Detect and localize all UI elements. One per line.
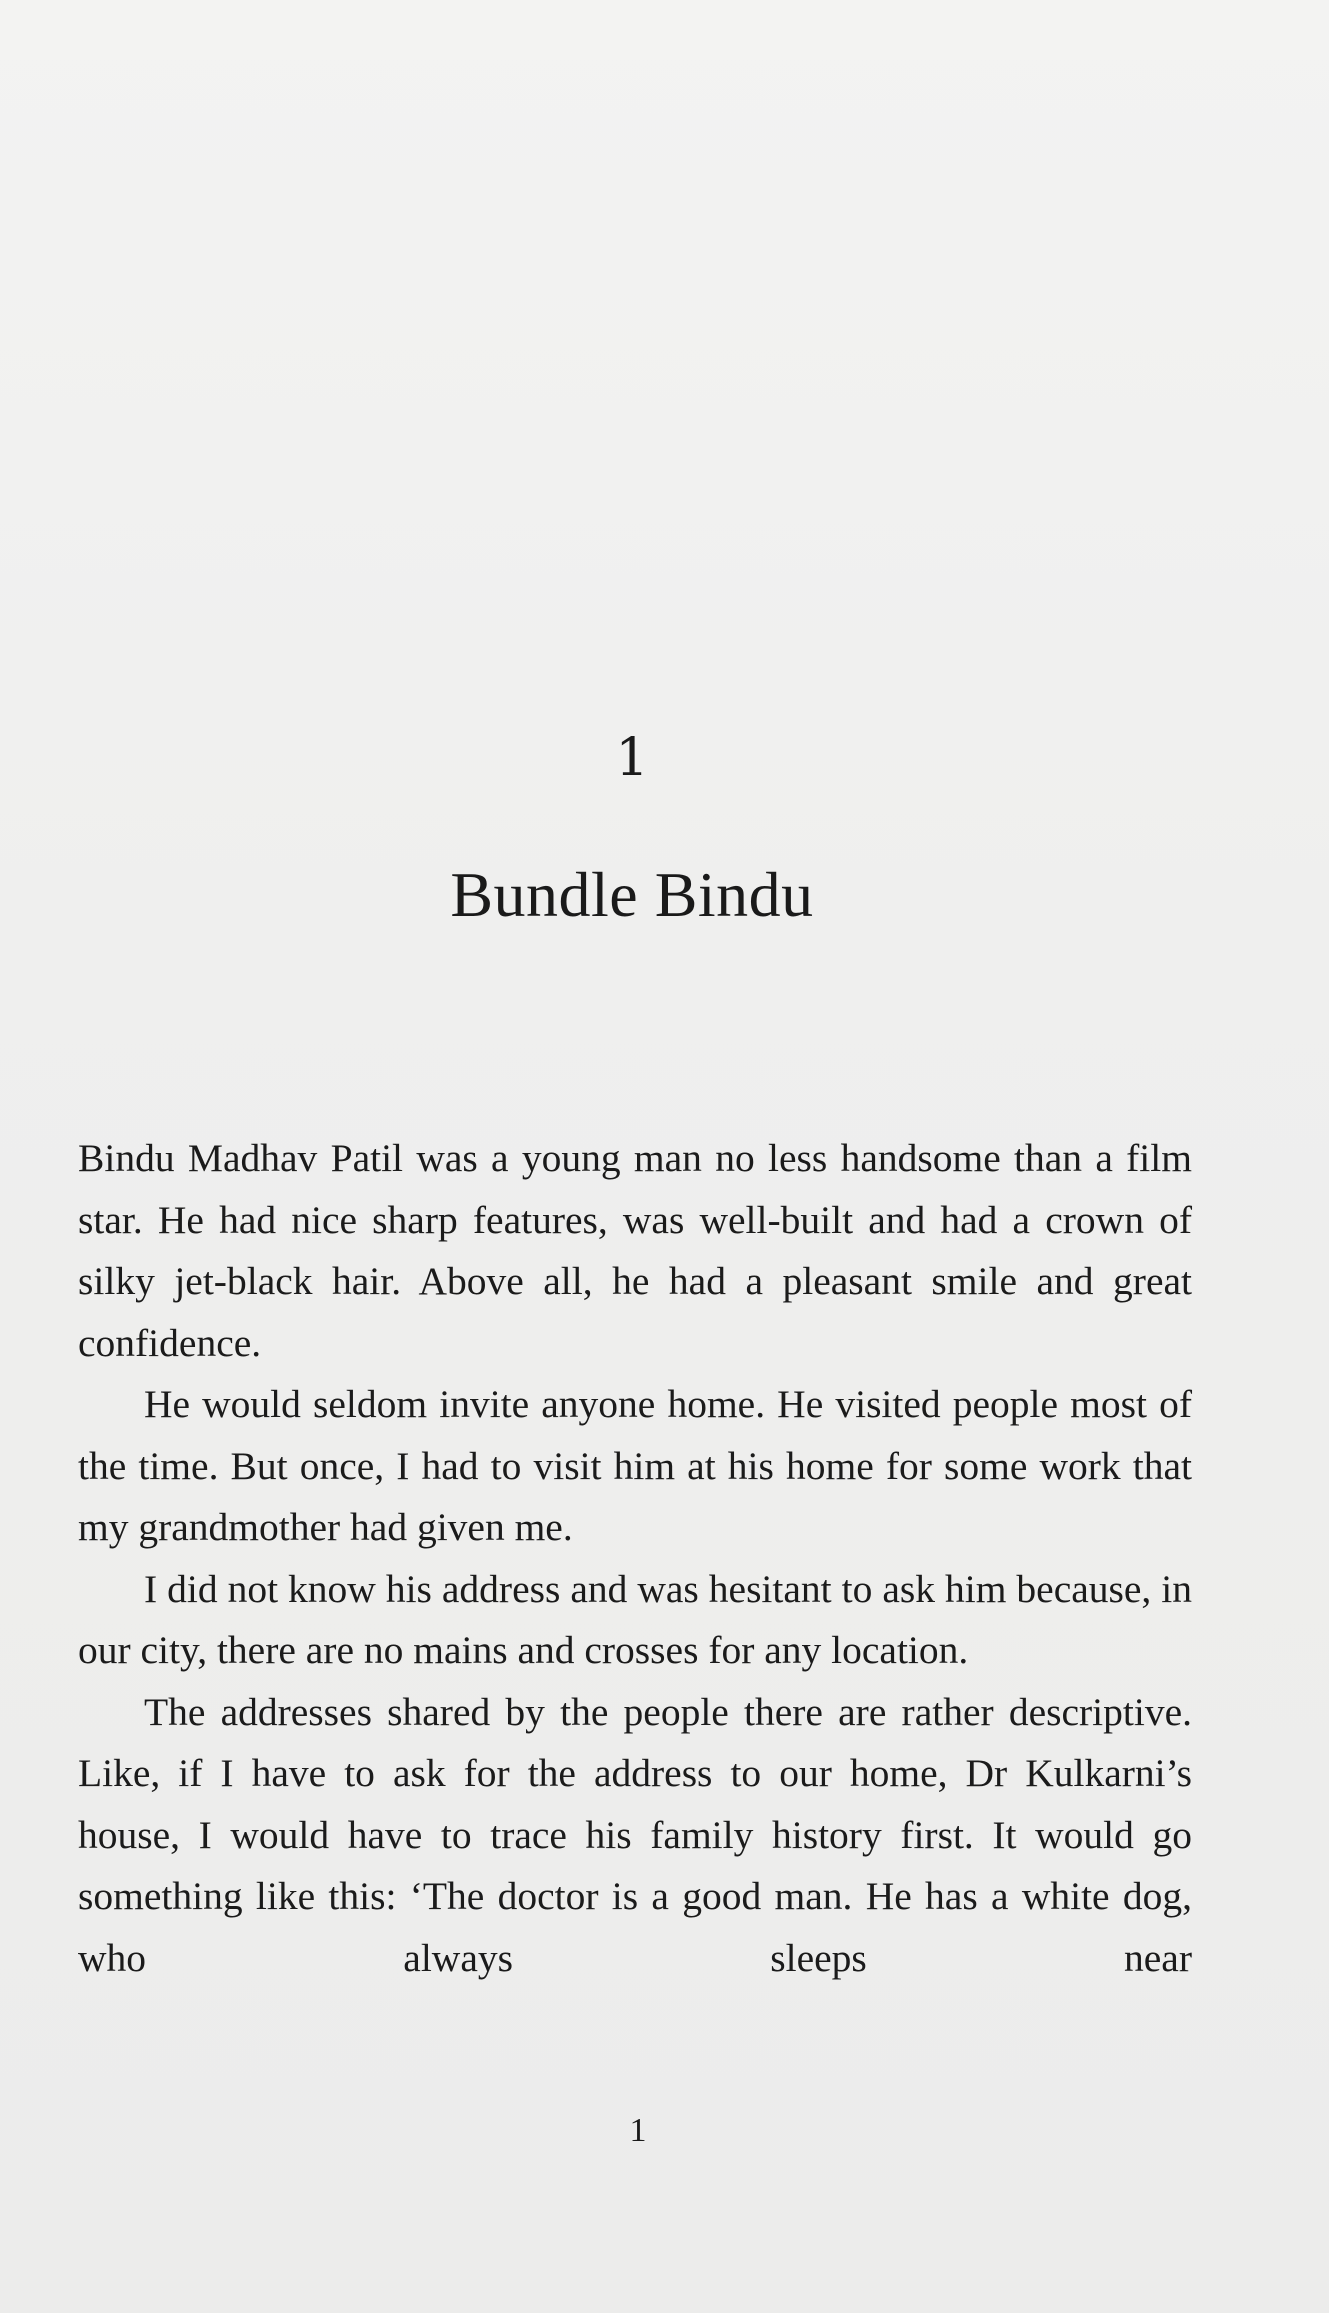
chapter-number: 1 — [615, 728, 649, 788]
paragraph-1: Bindu Madhav Patil was a young man no less handsome than a film star. He had nice sharp features, was well-built and had a crown of silky jet-black hair. Above all, he had a pleasant smile and great confidence. — [78, 1136, 1192, 1365]
paragraph-3: I did not know his address and was hesitant to ask him because, in our city, there are no mains and crosses for any location. — [78, 1566, 1192, 1672]
page-number: 1 — [629, 2112, 647, 2149]
paragraph-4: The addresses shared by the people there are rather descriptive. Like, if I have to ask for the address to our home, Dr Kulkarni’s house, I would have to trace his family history first. It would go something like this: ‘The doctor is a good man. He has a white dog, who always sleeps near — [78, 1689, 1192, 1980]
chapter-title: Bundle Bindu — [450, 859, 814, 930]
paragraph-2: He would seldom invite anyone home. He visited people most of the time. But once, I had to visit him at his home for some work that my grandmother had given me. — [78, 1382, 1192, 1549]
chapter-body — [78, 1128, 1192, 1989]
